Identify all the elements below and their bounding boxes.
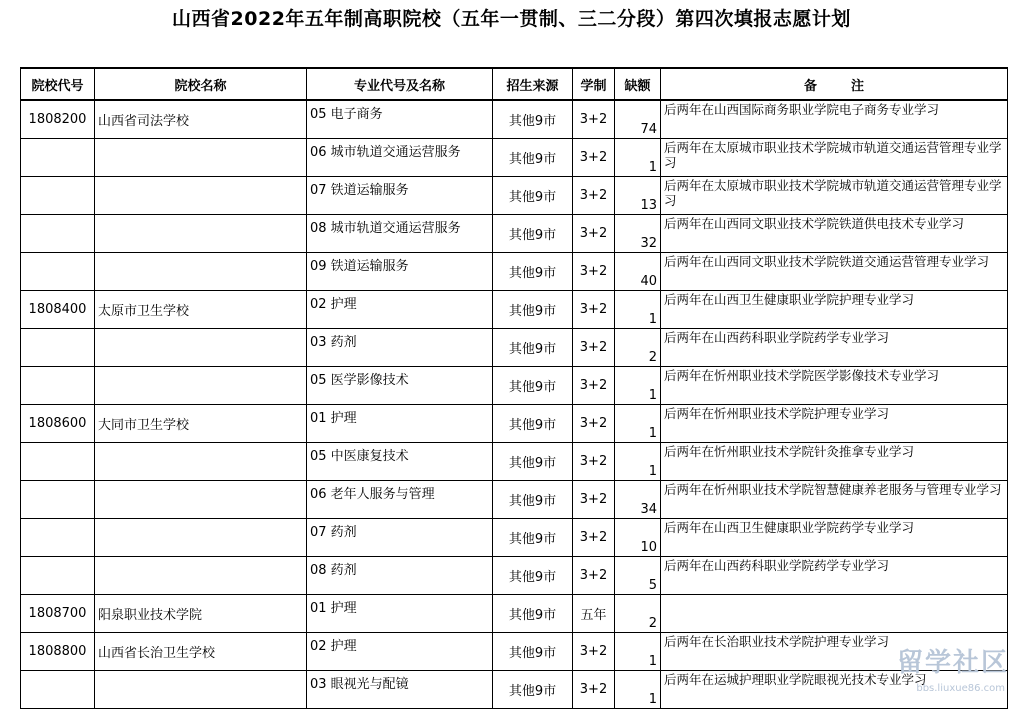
- table-row: [21, 557, 1008, 595]
- major-cell: 03 药剂: [307, 329, 493, 367]
- source-cell: 其他9市: [493, 291, 573, 329]
- table-row: [21, 519, 1008, 557]
- page-title: 山西省2022年五年制高职院校（五年一贯制、三二分段）第四次填报志愿计划: [172, 8, 851, 30]
- source-cell: 其他9市: [493, 177, 573, 215]
- school-name-cell: [95, 443, 307, 481]
- school-code-cell: [21, 215, 95, 253]
- source-cell: 其他9市: [493, 481, 573, 519]
- quota-cell: 2: [615, 595, 661, 633]
- source-cell: 其他9市: [493, 595, 573, 633]
- table-row: [21, 633, 1008, 671]
- source-cell: 其他9市: [493, 557, 573, 595]
- school-name-cell: 大同市卫生学校: [95, 405, 307, 443]
- school-code-cell: [21, 519, 95, 557]
- quota-cell: 34: [615, 481, 661, 519]
- school-name-cell: [95, 671, 307, 709]
- remark-cell: 后两年在运城护理职业学院眼视光技术专业学习: [661, 671, 1008, 709]
- enrollment-plan-table: [20, 67, 1008, 709]
- remark-cell: 后两年在山西同文职业技术学院铁道交通运营管理专业学习: [661, 253, 1008, 291]
- remark-cell: 后两年在太原城市职业技术学院城市轨道交通运营管理专业学习: [661, 177, 1008, 215]
- source-cell: 其他9市: [493, 633, 573, 671]
- school-code-cell: [21, 177, 95, 215]
- table-row: [21, 405, 1008, 443]
- remark-cell: 后两年在忻州职业技术学院智慧健康养老服务与管理专业学习: [661, 481, 1008, 519]
- school-code-cell: 1808200: [21, 100, 95, 139]
- system-cell: 3+2: [573, 633, 615, 671]
- school-name-cell: [95, 215, 307, 253]
- school-name-cell: [95, 177, 307, 215]
- remark-cell: [661, 595, 1008, 633]
- major-cell: 06 城市轨道交通运营服务: [307, 139, 493, 177]
- table-row: [21, 139, 1008, 177]
- major-cell: 06 老年人服务与管理: [307, 481, 493, 519]
- remark-cell: 后两年在忻州职业技术学院护理专业学习: [661, 405, 1008, 443]
- source-cell: 其他9市: [493, 215, 573, 253]
- source-cell: 其他9市: [493, 443, 573, 481]
- school-name-cell: 阳泉职业技术学院: [95, 595, 307, 633]
- source-cell: 其他9市: [493, 329, 573, 367]
- major-cell: 01 护理: [307, 595, 493, 633]
- source-cell: 其他9市: [493, 367, 573, 405]
- remark-cell: 后两年在山西药科职业学院药学专业学习: [661, 557, 1008, 595]
- quota-cell: 1: [615, 405, 661, 443]
- system-cell: 3+2: [573, 367, 615, 405]
- quota-cell: 10: [615, 519, 661, 557]
- quota-cell: 5: [615, 557, 661, 595]
- school-name-cell: [95, 367, 307, 405]
- header-school-code: 院校代号: [21, 68, 95, 100]
- school-code-cell: [21, 481, 95, 519]
- source-cell: 其他9市: [493, 519, 573, 557]
- quota-cell: 1: [615, 633, 661, 671]
- system-cell: 3+2: [573, 481, 615, 519]
- header-source: 招生来源: [493, 68, 573, 100]
- source-cell: 其他9市: [493, 139, 573, 177]
- header-major: 专业代号及名称: [307, 68, 493, 100]
- remark-cell: 后两年在忻州职业技术学院针灸推拿专业学习: [661, 443, 1008, 481]
- school-name-cell: [95, 253, 307, 291]
- school-code-cell: 1808600: [21, 405, 95, 443]
- table-row: [21, 100, 1008, 139]
- system-cell: 3+2: [573, 253, 615, 291]
- remark-cell: 后两年在太原城市职业技术学院城市轨道交通运营管理专业学习: [661, 139, 1008, 177]
- system-cell: 3+2: [573, 405, 615, 443]
- school-name-cell: 太原市卫生学校: [95, 291, 307, 329]
- major-cell: 07 铁道运输服务: [307, 177, 493, 215]
- remark-cell: 后两年在山西卫生健康职业学院药学专业学习: [661, 519, 1008, 557]
- school-name-cell: [95, 557, 307, 595]
- quota-cell: 13: [615, 177, 661, 215]
- major-cell: 07 药剂: [307, 519, 493, 557]
- school-code-cell: 1808400: [21, 291, 95, 329]
- system-cell: 五年: [573, 595, 615, 633]
- school-code-cell: 1808700: [21, 595, 95, 633]
- school-code-cell: [21, 671, 95, 709]
- system-cell: 3+2: [573, 139, 615, 177]
- major-cell: 05 电子商务: [307, 100, 493, 139]
- quota-cell: 1: [615, 443, 661, 481]
- system-cell: 3+2: [573, 557, 615, 595]
- table-row: [21, 481, 1008, 519]
- school-code-cell: [21, 139, 95, 177]
- system-cell: 3+2: [573, 100, 615, 139]
- source-cell: 其他9市: [493, 100, 573, 139]
- table-row: [21, 177, 1008, 215]
- quota-cell: 2: [615, 329, 661, 367]
- system-cell: 3+2: [573, 519, 615, 557]
- remark-cell: 后两年在长治职业技术学院护理专业学习: [661, 633, 1008, 671]
- header-school-name: 院校名称: [95, 68, 307, 100]
- table-row: [21, 367, 1008, 405]
- table-row: [21, 329, 1008, 367]
- major-cell: 08 药剂: [307, 557, 493, 595]
- major-cell: 02 护理: [307, 291, 493, 329]
- school-code-cell: [21, 443, 95, 481]
- school-code-cell: [21, 367, 95, 405]
- quota-cell: 1: [615, 291, 661, 329]
- system-cell: 3+2: [573, 215, 615, 253]
- major-cell: 05 中医康复技术: [307, 443, 493, 481]
- table-row: [21, 595, 1008, 633]
- header-remark: 备注: [661, 68, 1008, 100]
- major-cell: 03 眼视光与配镜: [307, 671, 493, 709]
- table-header-row: [21, 68, 1008, 100]
- quota-cell: 40: [615, 253, 661, 291]
- remark-cell: 后两年在山西药科职业学院药学专业学习: [661, 329, 1008, 367]
- school-name-cell: [95, 329, 307, 367]
- major-cell: 01 护理: [307, 405, 493, 443]
- watermark-url: bbs.liuxue86.com: [916, 683, 1005, 694]
- system-cell: 3+2: [573, 177, 615, 215]
- remark-cell: 后两年在山西卫生健康职业学院护理专业学习: [661, 291, 1008, 329]
- quota-cell: 74: [615, 100, 661, 139]
- quota-cell: 32: [615, 215, 661, 253]
- school-name-cell: 山西省司法学校: [95, 100, 307, 139]
- table-row: [21, 215, 1008, 253]
- school-name-cell: [95, 139, 307, 177]
- school-code-cell: [21, 557, 95, 595]
- major-cell: 02 护理: [307, 633, 493, 671]
- remark-cell: 后两年在山西国际商务职业学院电子商务专业学习: [661, 100, 1008, 139]
- system-cell: 3+2: [573, 329, 615, 367]
- quota-cell: 1: [615, 671, 661, 709]
- remark-cell: 后两年在山西同文职业技术学院铁道供电技术专业学习: [661, 215, 1008, 253]
- source-cell: 其他9市: [493, 253, 573, 291]
- school-name-cell: [95, 519, 307, 557]
- table-row: [21, 671, 1008, 709]
- school-code-cell: [21, 253, 95, 291]
- header-system: 学制: [573, 68, 615, 100]
- system-cell: 3+2: [573, 443, 615, 481]
- table-row: [21, 253, 1008, 291]
- watermark-text: 留学社区: [896, 648, 1009, 678]
- system-cell: 3+2: [573, 671, 615, 709]
- system-cell: 3+2: [573, 291, 615, 329]
- school-code-cell: [21, 329, 95, 367]
- major-cell: 08 城市轨道交通运营服务: [307, 215, 493, 253]
- table-row: [21, 291, 1008, 329]
- school-name-cell: [95, 481, 307, 519]
- school-name-cell: 山西省长治卫生学校: [95, 633, 307, 671]
- table-row: [21, 443, 1008, 481]
- major-cell: 05 医学影像技术: [307, 367, 493, 405]
- school-code-cell: 1808800: [21, 633, 95, 671]
- header-quota: 缺额: [615, 68, 661, 100]
- major-cell: 09 铁道运输服务: [307, 253, 493, 291]
- quota-cell: 1: [615, 367, 661, 405]
- quota-cell: 1: [615, 139, 661, 177]
- source-cell: 其他9市: [493, 405, 573, 443]
- source-cell: 其他9市: [493, 671, 573, 709]
- remark-cell: 后两年在忻州职业技术学院医学影像技术专业学习: [661, 367, 1008, 405]
